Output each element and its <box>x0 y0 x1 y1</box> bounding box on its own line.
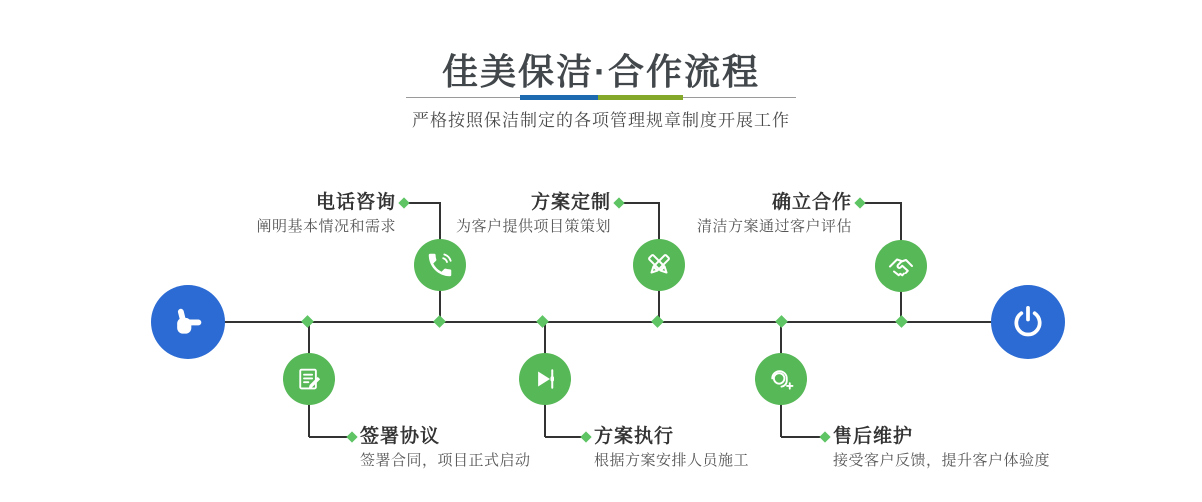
phone-icon <box>425 250 455 280</box>
timeline-main-line <box>220 321 1000 323</box>
step-label-phone-consult <box>256 191 396 238</box>
step-label-plan-execute <box>594 425 749 472</box>
connector-line <box>860 202 902 204</box>
step-label-establish-coop <box>697 191 852 238</box>
step-circle-sign-agreement <box>283 353 335 405</box>
step-label-after-sales <box>833 425 1050 472</box>
step-title: 方案执行 <box>594 426 675 447</box>
step-circle-after-sales <box>755 353 807 405</box>
step-desc: 为客户提供项目策策划 <box>455 218 611 235</box>
headset-plus-icon <box>766 364 796 394</box>
step-label-plan-custom <box>456 191 611 238</box>
page-title: 佳美保洁·合作流程 <box>442 51 760 92</box>
timeline-node-diamond <box>775 315 788 328</box>
power-icon <box>1008 302 1048 342</box>
step-circle-plan-execute <box>519 353 571 405</box>
timeline-node-diamond <box>433 315 446 328</box>
step-desc: 阐明基本情况和需求 <box>256 218 396 235</box>
label-diamond <box>854 197 865 208</box>
label-diamond <box>819 431 830 442</box>
step-circle-establish-coop <box>875 240 927 292</box>
document-pen-icon <box>294 364 324 394</box>
step-desc: 签署合同，项目正式启动 <box>360 452 531 469</box>
step-title: 售后维护 <box>833 426 914 447</box>
timeline-node-diamond <box>651 315 664 328</box>
step-circle-plan-custom <box>633 239 685 291</box>
connector-line <box>619 202 660 204</box>
step-title: 电话咨询 <box>315 192 396 213</box>
step-title: 签署协议 <box>360 426 441 447</box>
handshake-icon <box>885 250 917 282</box>
label-diamond <box>346 431 357 442</box>
label-diamond <box>613 197 624 208</box>
page-subtitle: 严格按照保洁制定的各项管理规章制度开展工作 <box>412 111 790 130</box>
step-desc: 接受客户反馈，提升客户体验度 <box>833 452 1051 469</box>
divider-green-segment <box>598 95 683 100</box>
divider-blue-segment <box>520 95 598 100</box>
timeline-start-circle <box>151 285 225 359</box>
step-desc: 清洁方案通过客户评估 <box>696 218 852 235</box>
pointing-hand-icon <box>168 302 208 342</box>
title-divider <box>406 95 796 101</box>
step-title: 方案定制 <box>530 192 611 213</box>
label-diamond <box>580 431 591 442</box>
play-slider-icon <box>530 364 560 394</box>
timeline-node-diamond <box>895 315 908 328</box>
timeline-node-diamond <box>301 315 314 328</box>
step-circle-phone-consult <box>414 239 466 291</box>
timeline-node-diamond <box>536 315 549 328</box>
step-title: 确立合作 <box>771 192 852 213</box>
step-desc: 根据方案安排人员施工 <box>594 452 750 469</box>
step-label-sign-agreement <box>360 425 531 472</box>
crossed-pencils-icon <box>644 250 674 280</box>
timeline-end-circle <box>991 285 1065 359</box>
label-diamond <box>398 197 409 208</box>
